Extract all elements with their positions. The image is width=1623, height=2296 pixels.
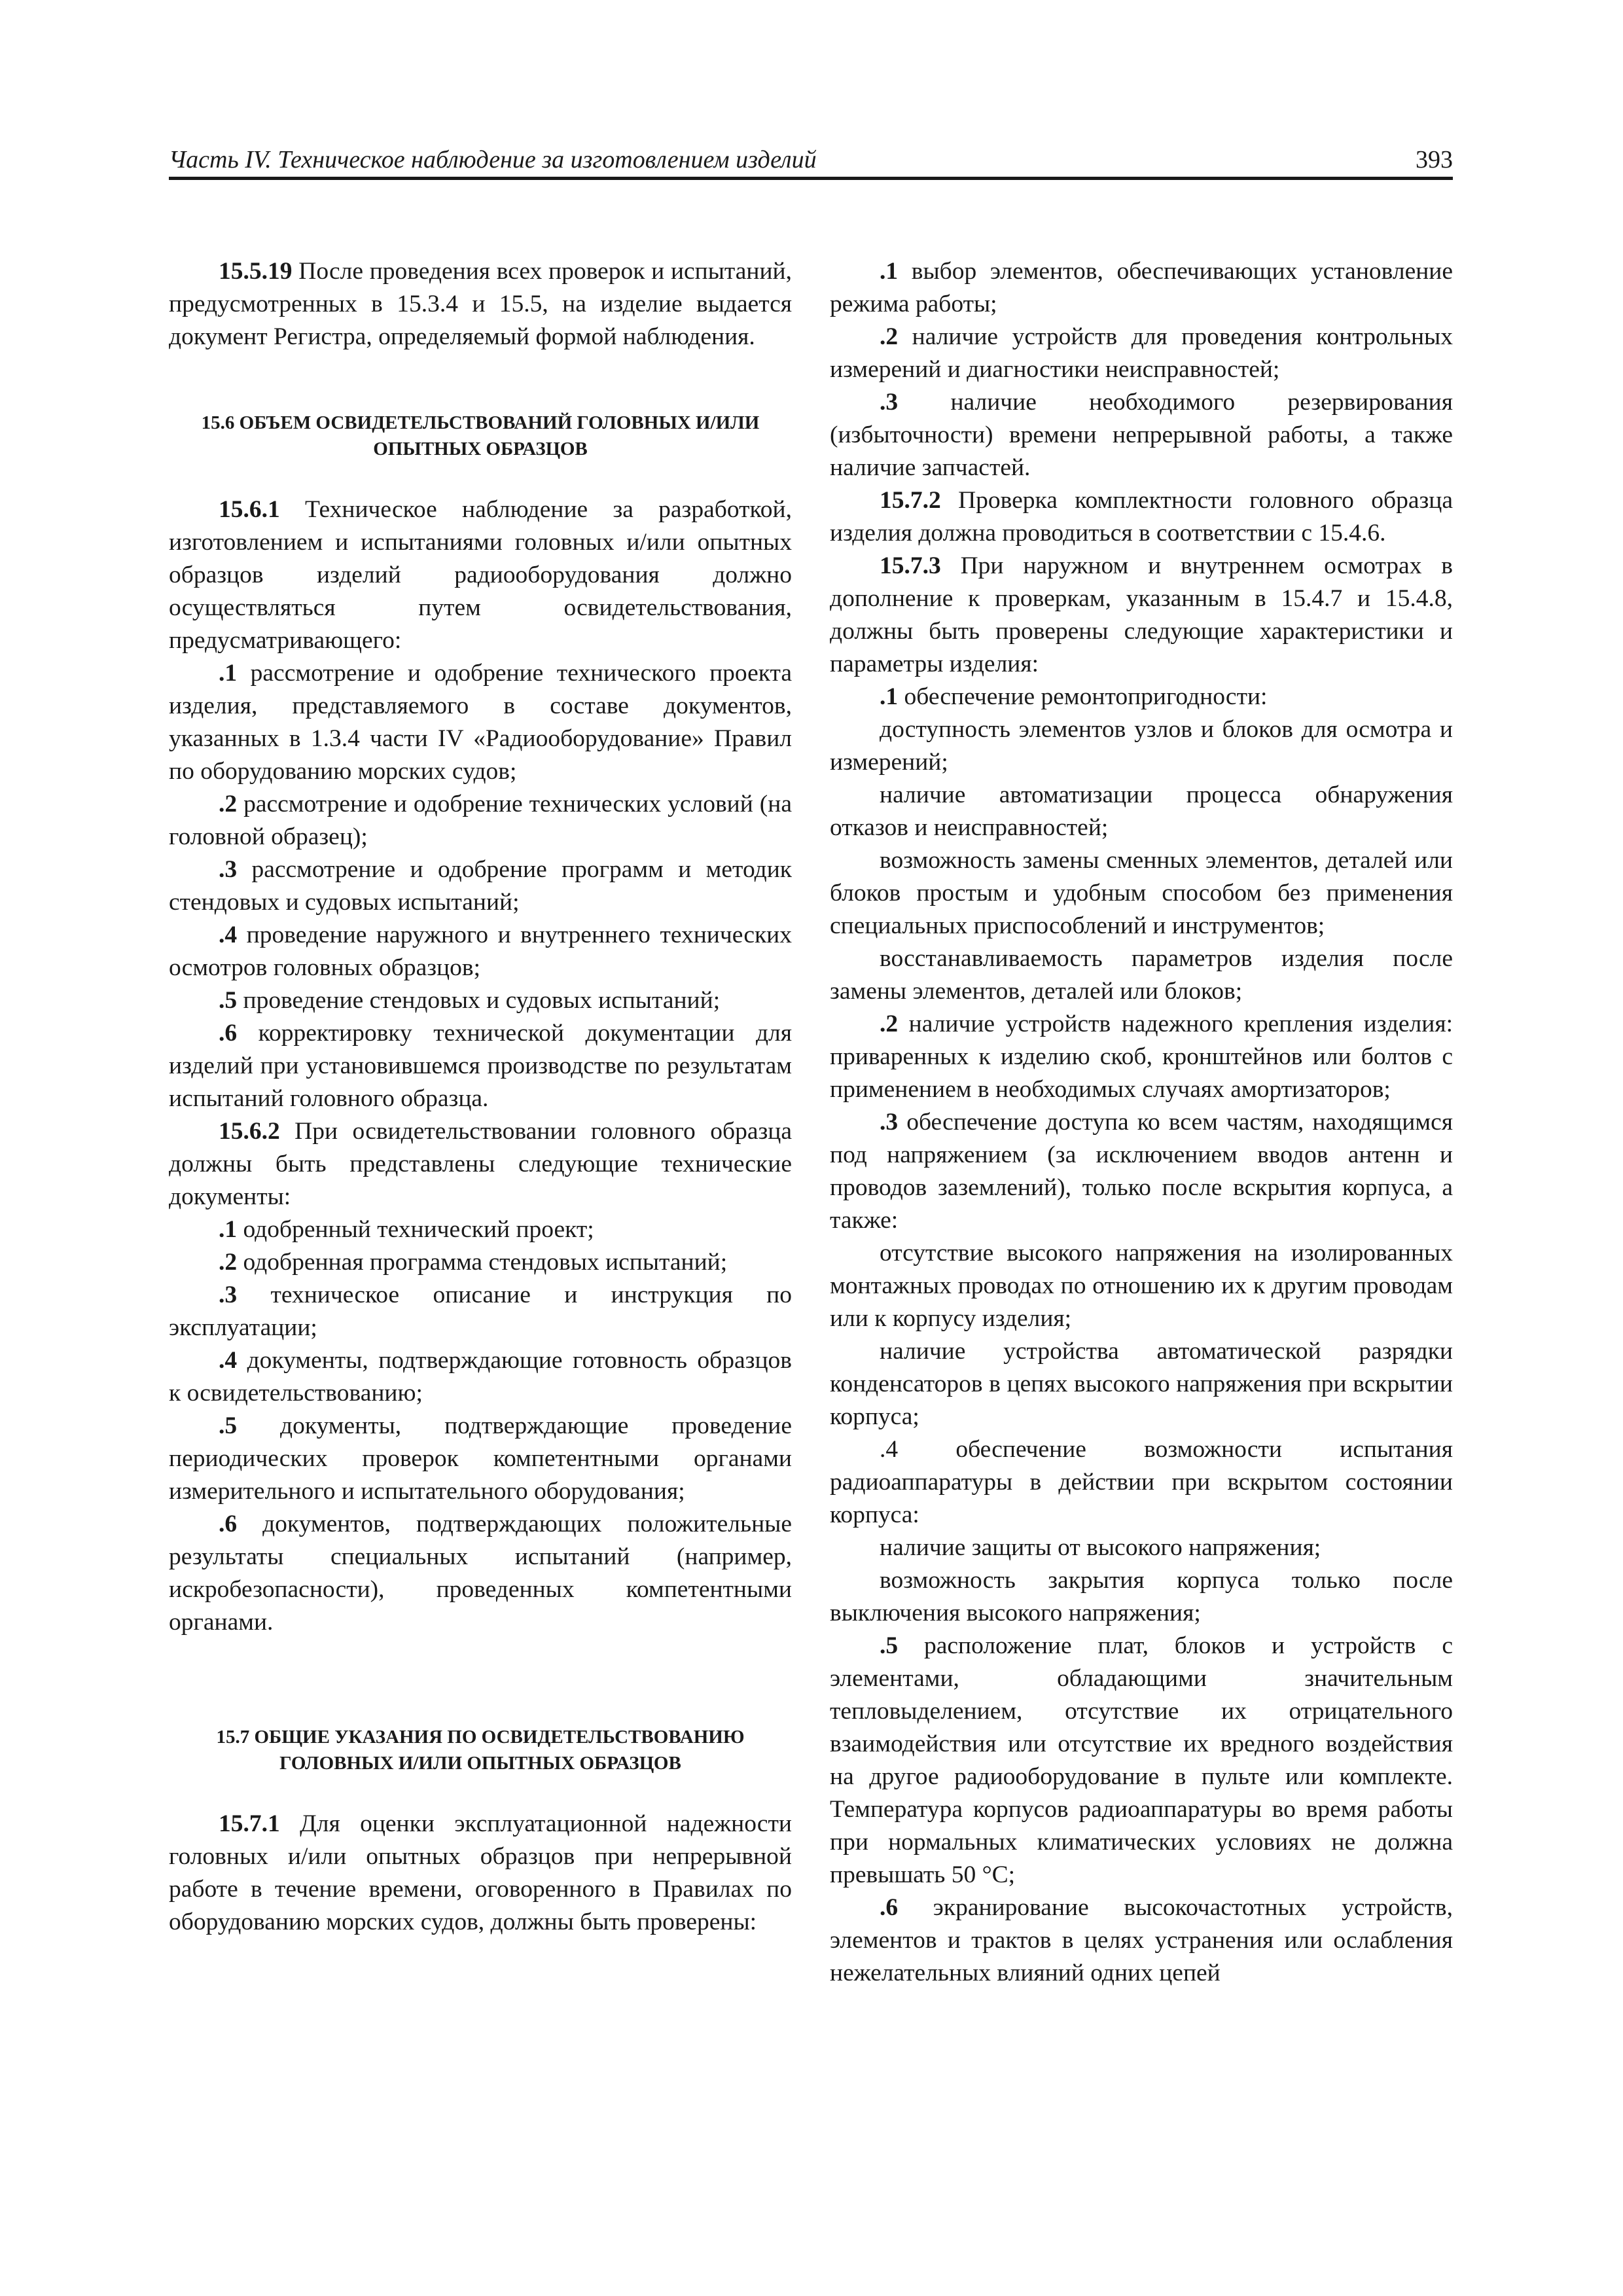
paragraph-text: рассмотрение и одобрение технических условий (на головной образец);	[169, 791, 792, 850]
paragraph	[830, 1433, 1453, 1532]
paragraph	[830, 1532, 1453, 1564]
paragraph	[169, 1410, 792, 1508]
clause-number: .5	[219, 987, 238, 1014]
paragraph	[830, 1630, 1453, 1892]
paragraph-text: возможность замены сменных элементов, деталей или блоков простым и удобным способом без применения специальных приспособлений и инструментов;	[830, 847, 1453, 939]
paragraph	[169, 1508, 792, 1639]
paragraph-text: рассмотрение и одобрение программ и методик стендовых и судовых испытаний;	[169, 856, 792, 916]
clause-number: .1	[880, 683, 899, 710]
clause-number: .2	[880, 323, 899, 350]
paragraph	[830, 386, 1453, 484]
paragraph-text: корректировку технической документации для изделий при установившемся производстве по результатам испытаний головного образца.	[169, 1020, 792, 1112]
paragraph	[830, 844, 1453, 942]
paragraph-text: наличие защиты от высокого напряжения;	[880, 1534, 1321, 1561]
paragraph	[169, 255, 792, 353]
paragraph-text: документов, подтверждающих положительные результаты специальных испытаний (например, искробезопасности), проведенных компетентными органами.	[169, 1511, 792, 1636]
paragraph-text: При наружном и внутреннем осмотрах в дополнение к проверкам, указанным в 15.4.7 и 15.4.8, должны быть проверены следующие характеристики и параметры изделия:	[830, 552, 1453, 677]
paragraph	[830, 713, 1453, 779]
clause-number: 15.6.1	[219, 496, 280, 523]
paragraph-text: выбор элементов, обеспечивающих установление режима работы;	[830, 258, 1453, 317]
paragraph	[169, 919, 792, 984]
paragraph-text: Техническое наблюдение за разработкой, изготовлением и испытаниями головных и/или опытных образцов изделий радиооборудования должно осуществляться путем освидетельствования, предусматривающего:	[169, 496, 792, 654]
clause-number: .3	[880, 1109, 899, 1136]
paragraph-text: рассмотрение и одобрение технического проекта изделия, представляемого в составе документов, указанных в 1.3.4 части IV «Радиооборудование» Правил по оборудованию морских судов;	[169, 660, 792, 785]
paragraph-text: наличие устройств для проведения контрольных измерений и диагностики неисправностей;	[830, 323, 1453, 383]
page-header	[169, 140, 1453, 180]
paragraph	[169, 1213, 792, 1246]
paragraph-text: наличие автоматизации процесса обнаружения отказов и неисправностей;	[830, 781, 1453, 841]
paragraph	[830, 1892, 1453, 1990]
paragraph	[830, 255, 1453, 321]
paragraph-text: Проверка комплектности головного образца изделия должна проводиться в соответствии с 15.4.6.	[830, 487, 1453, 547]
paragraph-text: доступность элементов узлов и блоков для осмотра и измерений;	[830, 716, 1453, 776]
clause-number: .2	[219, 791, 238, 817]
clause-number: 15.6.2	[219, 1118, 280, 1145]
paragraph	[169, 1246, 792, 1279]
clause-number: 15.7.2	[880, 487, 941, 514]
paragraph-text: После проведения всех проверок и испытаний, предусмотренных в 15.3.4 и 15.5, на изделие выдается документ Регистра, определяемый формой наблюдения.	[169, 258, 792, 350]
paragraph-text: наличие устройств надежного крепления изделия: приваренных к изделию скоб, кронштейнов или болтов с применением в необходимых случаях амортизаторов;	[830, 1011, 1453, 1103]
clause-number: .4	[219, 1347, 238, 1374]
paragraph-text: техническое описание и инструкция по эксплуатации;	[169, 1282, 792, 1341]
paragraph	[169, 788, 792, 853]
paragraph-text: проведение стендовых и судовых испытаний;	[237, 987, 721, 1014]
clause-number: .4	[219, 922, 238, 948]
paragraph	[830, 1564, 1453, 1630]
clause-number: .1	[880, 258, 899, 285]
paragraph	[169, 1279, 792, 1344]
section-heading: 15.7 ОБЩИЕ УКАЗАНИЯ ПО ОСВИДЕТЕЛЬСТВОВАНИЮ ГОЛОВНЫХ И/ИЛИ ОПЫТНЫХ ОБРАЗЦОВ	[216, 1727, 745, 1774]
paragraph-text: обеспечение ремонтопригодности:	[898, 683, 1268, 710]
clause-number: .3	[219, 856, 238, 883]
paragraph-text: наличие необходимого резервирования (избыточности) времени непрерывной работы, а также наличие запчастей.	[830, 389, 1453, 481]
clause-number: .6	[219, 1020, 238, 1047]
paragraph-text: При освидетельствовании головного образца должны быть представлены следующие технические документы:	[169, 1118, 792, 1210]
paragraph-text: документы, подтверждающие готовность образцов к освидетельствованию;	[169, 1347, 792, 1407]
clause-number: .2	[880, 1011, 899, 1037]
paragraph-text: обеспечение доступа ко всем частям, находящимся под напряжением (за исключением вводов антенн и проводов заземлений), только после вскрытия корпуса, а также:	[830, 1109, 1453, 1234]
spacer	[169, 462, 792, 493]
right-text-column	[830, 255, 1453, 1990]
spacer	[169, 1776, 792, 1808]
paragraph	[169, 1344, 792, 1410]
paragraph	[830, 942, 1453, 1008]
paragraph-text: Для оценки эксплуатационной надежности головных и/или опытных образцов при непрерывной работе в течение времени, оговоренного в Правилах по оборудованию морских судов, должны быть проверены:	[169, 1810, 792, 1935]
paragraph	[169, 853, 792, 919]
clause-number: .2	[219, 1249, 238, 1276]
paragraph-text: восстанавливаемость параметров изделия после замены элементов, деталей или блоков;	[830, 945, 1453, 1005]
paragraph	[830, 1237, 1453, 1335]
paragraph	[830, 1106, 1453, 1237]
paragraph	[830, 779, 1453, 844]
paragraph	[169, 493, 792, 657]
paragraph-text: экранирование высокочастотных устройств, элементов и трактов в целях устранения или ослабления нежелательных влияний одних цепей	[830, 1894, 1453, 1986]
spacer	[169, 1695, 792, 1724]
paragraph	[830, 484, 1453, 550]
clause-number: .6	[880, 1894, 899, 1921]
paragraph	[830, 550, 1453, 681]
left-text-column	[169, 255, 792, 1939]
paragraph	[169, 1808, 792, 1939]
paragraph	[830, 321, 1453, 386]
paragraph-text: наличие устройства автоматической разрядки конденсаторов в цепях высокого напряжения при вскрытии корпуса;	[830, 1338, 1453, 1430]
paragraph-text: возможность закрытия корпуса только после выключения высокого напряжения;	[830, 1567, 1453, 1626]
clause-number: .1	[219, 1216, 238, 1243]
clause-number: .5	[219, 1412, 238, 1439]
clause-number: .5	[880, 1632, 899, 1659]
paragraph-text: .4 обеспечение возможности испытания радиоаппаратуры в действии при вскрытом состоянии корпуса:	[830, 1436, 1453, 1528]
clause-number: 15.7.3	[880, 552, 941, 579]
paragraph	[830, 681, 1453, 713]
section-heading: 15.6 ОБЪЕМ ОСВИДЕТЕЛЬСТВОВАНИЙ ГОЛОВНЫХ И/ИЛИ ОПЫТНЫХ ОБРАЗЦОВ	[201, 412, 760, 459]
paragraph-text: расположение плат, блоков и устройств с элементами, обладающими значительным тепловыделением, отсутствие их отрицательного взаимодействия или отсутствие их вредного воздействия на другое радиооборудование в пульте или комплекте. Температура корпусов радиоаппаратуры во время работы при нормальных климатических условиях не должна превышать 50 °С;	[830, 1632, 1453, 1888]
paragraph	[169, 657, 792, 788]
clause-number: 15.5.19	[219, 258, 293, 285]
clause-number: .6	[219, 1511, 238, 1537]
spacer	[169, 1639, 792, 1695]
paragraph-text: проведение наружного и внутреннего технических осмотров головных образцов;	[169, 922, 792, 981]
paragraph-text: отсутствие высокого напряжения на изолированных монтажных проводах по отношению их к другим проводам или к корпусу изделия;	[830, 1240, 1453, 1332]
paragraph	[169, 1115, 792, 1213]
paragraph	[830, 1008, 1453, 1106]
clause-number: .3	[219, 1282, 238, 1308]
paragraph-text: одобренный технический проект;	[237, 1216, 594, 1243]
paragraph	[169, 1017, 792, 1115]
paragraph-text: документы, подтверждающие проведение периодических проверок компетентными органами измерительного и испытательного оборудования;	[169, 1412, 792, 1505]
spacer	[169, 353, 792, 410]
clause-number: .1	[219, 660, 238, 687]
paragraph-text: одобренная программа стендовых испытаний;	[237, 1249, 728, 1276]
page-number: 393	[1416, 146, 1453, 173]
clause-number: .3	[880, 389, 899, 416]
running-header-title: Часть IV. Техническое наблюдение за изготовлением изделий	[169, 146, 817, 173]
clause-number: 15.7.1	[219, 1810, 280, 1837]
paragraph	[830, 1335, 1453, 1433]
paragraph	[169, 984, 792, 1017]
